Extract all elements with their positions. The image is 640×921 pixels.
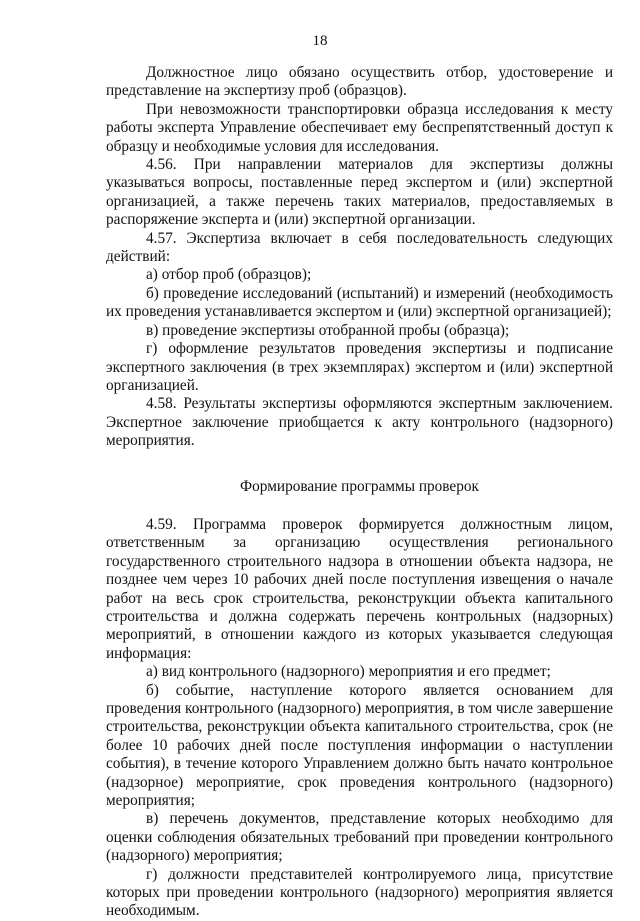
paragraph: 4.58. Результаты экспертизы оформляются экспертным заключением. Экспертное заключение приобщается к акту контрольного (надзорного) мероприятия. [106,395,613,450]
page-number: 18 [312,33,328,49]
paragraph: 4.57. Экспертиза включает в себя последовательность следующих действий: [106,229,613,266]
paragraph: 4.59. Программа проверок формируется должностным лицом, ответственным за организацию осуществления регионального государственного строительного надзора в отношении объекта надзора, не позднее чем через 10 рабочих дней после поступления извещения о начале работ на весь срок строительства, реконструкции объекта капитального строительства и должна содержать перечень контрольных (надзорных) мероприятий, в отношении каждого из которых указывается следующая информация: [106,515,613,662]
section-heading: Формирование программы проверок [240,477,479,495]
list-item: а) вид контрольного (надзорного) мероприятия и его предмет; [146,663,551,681]
document-body [106,64,613,921]
paragraph: Должностное лицо обязано осуществить отбор, удостоверение и представление на экспертизу проб (образцов). [106,64,613,100]
list-item: в) проведение экспертизы отобранной пробы (образца); [146,321,510,339]
list-item: г) должности представителей контролируемого лица, присутствие которых при проведении контрольного (надзорного) мероприятия является необходимым. [106,865,613,920]
paragraph: При невозможности транспортировки образца исследования к месту работы эксперта Управление обеспечивает ему беспрепятственный доступ к образцу и необходимые условия для исследования. [106,100,613,155]
list-item: в) перечень документов, представление которых необходимо для оценки соблюдения обязательных требований при проведении контрольного (надзорного) мероприятия; [106,810,613,865]
list-item: а) отбор проб (образцов); [146,266,312,284]
list-item: г) оформление результатов проведения экспертизы и подписание экспертного заключения (в трех экземплярах) экспертом и (или) экспертной организацией. [106,340,613,394]
paragraph: 4.56. При направлении материалов для экспертизы должны указываться вопросы, поставленные перед экспертом и (или) экспертной организацией, а также перечень таких материалов, предоставляемых в распоряжение эксперта и (или) экспертной организации. [106,156,613,229]
list-item: б) событие, наступление которого является основанием для проведения контрольного (надзорного) мероприятия, в том числе завершение строительства, реконструкции объекта капитального строительства, срок (не более 10 рабочих дней после поступления информации о наступлении события), в течение которого Управлением должно быть начато контрольное (надзорное) мероприятие, срок проведения контрольного (надзорного) мероприятия; [106,681,613,810]
list-item: б) проведение исследований (испытаний) и измерений (необходимость их проведения устанавливается экспертом и (или) экспертной организацией); [106,284,613,321]
